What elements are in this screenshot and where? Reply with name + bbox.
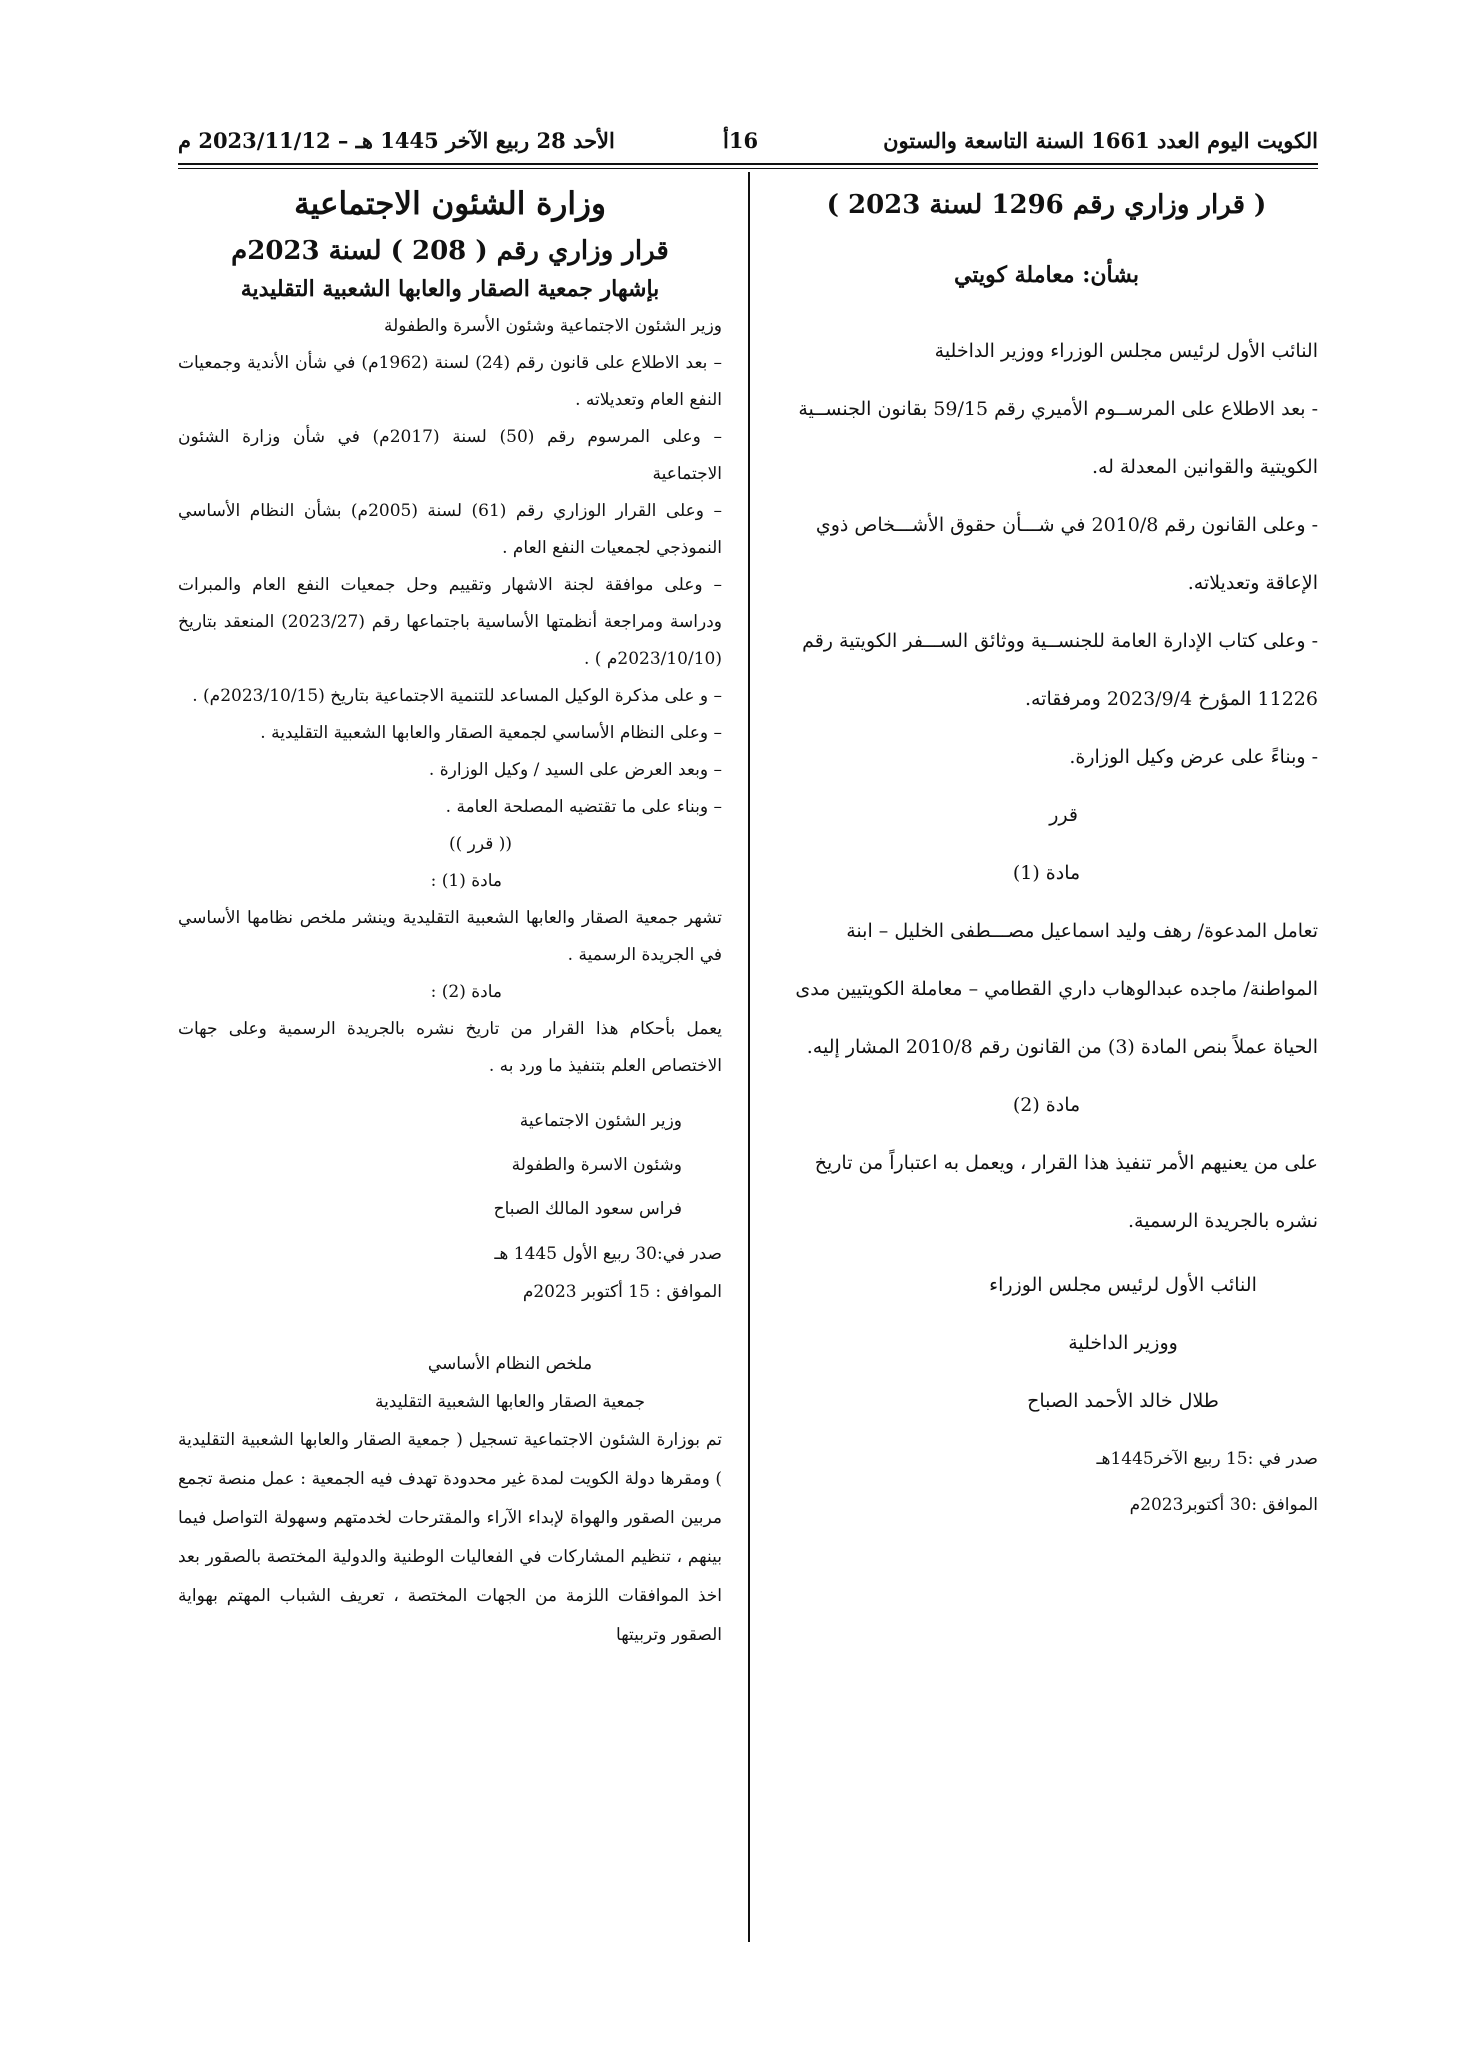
recital: – وبناء على ما تقتضيه المصلحة العامة .	[445, 797, 722, 817]
recital: - وبناءً على عرض وكيل الوزارة.	[1069, 746, 1318, 768]
recital: - وعلى كتاب الإدارة العامة للجنســية ووثائق الســـفر الكويتية رقم 11226 المؤرخ 2023/9/4 ومرفقاته.	[802, 630, 1318, 710]
article-2-title: مادة (2) :	[430, 982, 502, 1002]
recital: – وعلى النظام الأساسي لجمعية الصقار والعابها الشعبية التقليدية .	[260, 723, 722, 743]
signature-block	[422, 1099, 682, 1231]
signature-line: وشئون الاسرة والطفولة	[511, 1155, 682, 1175]
summary-title: ملخص النظام الأساسي	[427, 1354, 593, 1374]
decree-subject: بإشهار جمعية الصقار والعابها الشعبية التقليدية	[240, 276, 660, 302]
recital: – و على مذكرة الوكيل المساعد للتنمية الاجتماعية بتاريخ (2023/10/15م) .	[192, 686, 722, 706]
header-issue-info: الكويت اليوم العدد 1661 السنة التاسعة والستون	[883, 128, 1318, 153]
decree-title: قرار وزاري رقم ( 208 ) لسنة 2023م	[231, 236, 669, 266]
corresponding-date: الموافق :30 أكتوبر2023م	[1129, 1495, 1318, 1515]
article-1-title: مادة (1)	[1012, 862, 1081, 884]
recital: – وعلى موافقة لجنة الاشهار وتقييم وحل جمعيات النفع العام والمبرات ودراسة ومراجعة أنظمتها الأساسية باجتماعها رقم (2023/27) المنعقد بتاريخ (2023/10/10م ) .	[178, 575, 722, 669]
recital: – وبعد العرض على السيد / وكيل الوزارة .	[428, 760, 722, 780]
summary-subtitle: جمعية الصقار والعابها الشعبية التقليدية	[374, 1392, 646, 1412]
recital: - بعد الاطلاع على المرســوم الأميري رقم 59/15 بقانون الجنســية الكويتية والقوانين المعدلة له.	[798, 398, 1318, 478]
signature-line: وزير الشئون الاجتماعية	[519, 1111, 682, 1131]
header-rule-thin	[178, 168, 1318, 169]
article-1-text: تشهر جمعية الصقار والعابها الشعبية التقليدية وينشر ملخص نظامها الأساسي في الجريدة الرسمية .	[178, 908, 722, 965]
article-1-text: تعامل المدعوة/ رهف وليد اسماعيل مصـــطفى الخليل – ابنة المواطنة/ ماجده عبدالوهاب داري القطامي – معاملة الكويتيين مدى الحياة عملاً بنص المادة (3) من القانون رقم 2010/8 المشار إليه.	[795, 920, 1318, 1058]
header-rule-thick	[178, 163, 1318, 165]
signatory-name: طلال خالد الأحمد الصباح	[1027, 1390, 1219, 1412]
decree-issuer: وزير الشئون الاجتماعية وشئون الأسرة والطفولة	[384, 316, 722, 336]
summary-text: تم بوزارة الشئون الاجتماعية تسجيل ( جمعية الصقار والعابها الشعبية التقليدية ) ومقرها دولة الكويت لمدة غير محدودة تهدف فيه الجمعية : عمل منصة تجمع مربين الصقور والهواة لإبداء الآراء والمقترحات لخدمتهم وسهولة التواصل فيما بينهم ، تنظيم المشاركات في الفعاليات الوطنية والدولية المختصة بالصقور بعد اخذ الموافقات اللزمة من الجهات المختصة ، تعريف الشباب المهتم بهواية الصقور وتربيتها	[178, 1430, 722, 1645]
issue-date: صدر في :15 ربيع الآخر1445هـ	[1096, 1449, 1318, 1469]
decree-title: ( قرار وزاري رقم 1296 لسنة 2023 )	[826, 190, 1267, 220]
recital: – وعلى القرار الوزاري رقم (61) لسنة (2005م) بشأن النظام الأساسي النموذجي لجمعيات النفع العام .	[178, 501, 722, 558]
signature-block	[968, 1256, 1278, 1430]
left-column-decree	[178, 180, 722, 1655]
ministry-title: وزارة الشئون الاجتماعية	[294, 186, 606, 222]
article-1-title: مادة (1) :	[430, 871, 502, 891]
right-column-decree	[775, 180, 1318, 1528]
column-divider	[748, 172, 750, 1942]
decree-subject: بشأن: معاملة كويتي	[954, 262, 1139, 288]
header-page-number: 16أ	[723, 128, 759, 153]
article-2-title: مادة (2)	[1012, 1094, 1081, 1116]
signature-line: ووزير الداخلية	[1068, 1332, 1178, 1354]
signatory-name: فراس سعود المالك الصباح	[493, 1199, 682, 1219]
page-header	[178, 120, 1318, 160]
signature-line: النائب الأول لرئيس مجلس الوزراء	[989, 1274, 1257, 1296]
issue-date: صدر في:30 ربيع الأول 1445 هـ	[494, 1244, 722, 1264]
recital: – بعد الاطلاع على قانون رقم (24) لسنة (1962م) في شأن الأندية وجمعيات النفع العام وتعديلاته .	[178, 353, 722, 410]
decree-issuer: النائب الأول لرئيس مجلس الوزراء ووزير الداخلية	[934, 340, 1318, 362]
recital: - وعلى القانون رقم 2010/8 في شـــأن حقوق الأشـــخاص ذوي الإعاقة وتعديلاته.	[815, 514, 1318, 594]
recital: – وعلى المرسوم رقم (50) لسنة (2017م) في شأن وزارة الشئون الاجتماعية	[178, 427, 722, 484]
decided-label: قرر	[1049, 804, 1078, 826]
decided-label: (( قرر ))	[448, 834, 512, 854]
article-2-text: على من يعنيهم الأمر تنفيذ هذا القرار ، ويعمل به اعتباراً من تاريخ نشره بالجريدة الرسمية.	[814, 1152, 1318, 1232]
corresponding-date: الموافق : 15 أكتوبر 2023م	[522, 1282, 722, 1302]
article-2-text: يعمل بأحكام هذا القرار من تاريخ نشره بالجريدة الرسمية وعلى جهات الاختصاص العلم بتنفيذ ما ورد به .	[178, 1019, 722, 1076]
header-date: الأحد 28 ربيع الآخر 1445 هـ – 2023/11/12 م	[178, 128, 615, 153]
